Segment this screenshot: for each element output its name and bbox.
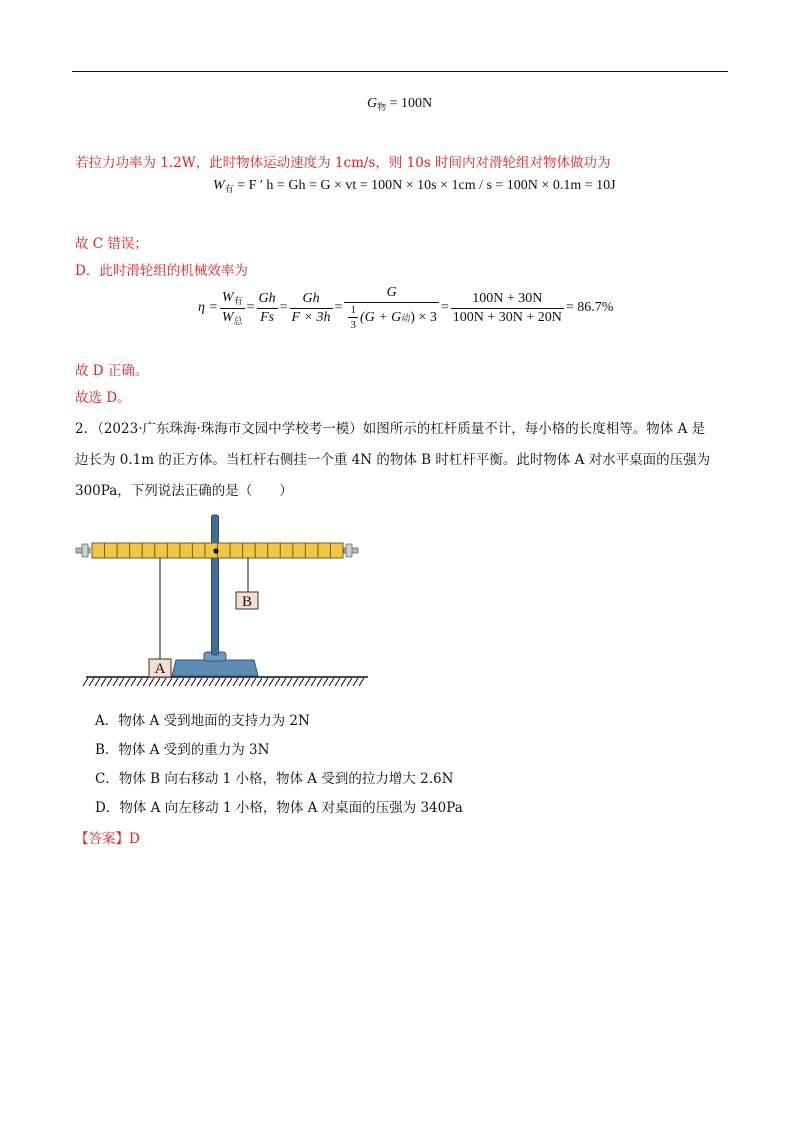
power-statement: 若拉力功率为 1.2W，此时物体运动速度为 1cm/s，则 10s 时间内对滑轮组对物体做功为 <box>75 155 611 171</box>
option-b: B．物体 A 受到的重力为 3N <box>95 742 270 758</box>
efficiency-fraction-1: $\frac{W_有}{W_总}$ <box>221 289 243 326</box>
option-a: A．物体 A 受到地面的支持力为 2N <box>95 713 310 729</box>
question-line-3: 300Pa，下列说法正确的是（ ） <box>75 483 293 499</box>
efficiency-fraction-3: $\frac{Gh}{F \times 3h}$ <box>291 290 331 325</box>
work-equation: $W_有 = F$ ′ h = Gh = G × vt = 100N × 10s × 1cm / s = 100N × 0.1m = 10J <box>213 178 616 194</box>
block-a-label: A <box>154 661 166 677</box>
lever-right-cap <box>344 544 358 557</box>
efficiency-fraction-2: $\frac{Gh}{Fs}$ <box>258 290 276 325</box>
d-statement: D．此时滑轮组的机械效率为 <box>75 263 248 279</box>
option-d: D．物体 A 向左移动 1 小格，物体 A 对桌面的压强为 340Pa <box>95 800 463 816</box>
question-line-2: 边长为 0.1m 的正方体。当杠杆右侧挂一个重 4N 的物体 B 时杠杆平衡。此时物体 A 对水平桌面的压强为 <box>75 452 711 468</box>
block-b-label: B <box>241 594 253 610</box>
header-rule <box>72 71 728 72</box>
answer <box>75 827 140 847</box>
answer-label: 【答案】 <box>75 831 129 847</box>
d-correct-text: 故 D 正确。 <box>75 363 149 379</box>
efficiency-equation: η = $\frac{W_有}{W_总}$ = $\frac{Gh}{Fs}$ = $\frac{Gh}{F \times 3h}$ = G $\frac{1}{3}$ (G + G 动 ) × 3 = $\frac{100N + 30N}{100N + 30N + 20N}$ = 86.7% <box>198 285 614 331</box>
lever-left-cap <box>76 544 90 557</box>
stand-pole <box>212 515 219 655</box>
efficiency-fraction-5: $\frac{100N + 30N}{100N + 30N + 20N}$ <box>452 290 562 325</box>
choose-text: 故选 D。 <box>75 390 131 406</box>
lever-pivot <box>213 548 218 553</box>
question-line-1: 2．（2023·广东珠海·珠海市文园中学校考一模）如图所示的杠杆质量不计，每小格的长度相等。物体 A 是 <box>75 421 706 437</box>
efficiency-fraction-4: G $\frac{1}{3}$ (G + G 动 ) × 3 <box>344 285 438 331</box>
gravity-equation: $G_物 = 100N$ <box>367 96 433 112</box>
c-wrong-text: 故 C 错误； <box>75 236 148 252</box>
option-c: C．物体 B 向右移动 1 小格，物体 A 受到的拉力增大 2.6N <box>95 771 454 787</box>
stand-base <box>172 660 258 676</box>
lever-diagram <box>72 512 372 690</box>
answer-value: D <box>129 831 140 847</box>
ground-hatching <box>83 677 368 686</box>
